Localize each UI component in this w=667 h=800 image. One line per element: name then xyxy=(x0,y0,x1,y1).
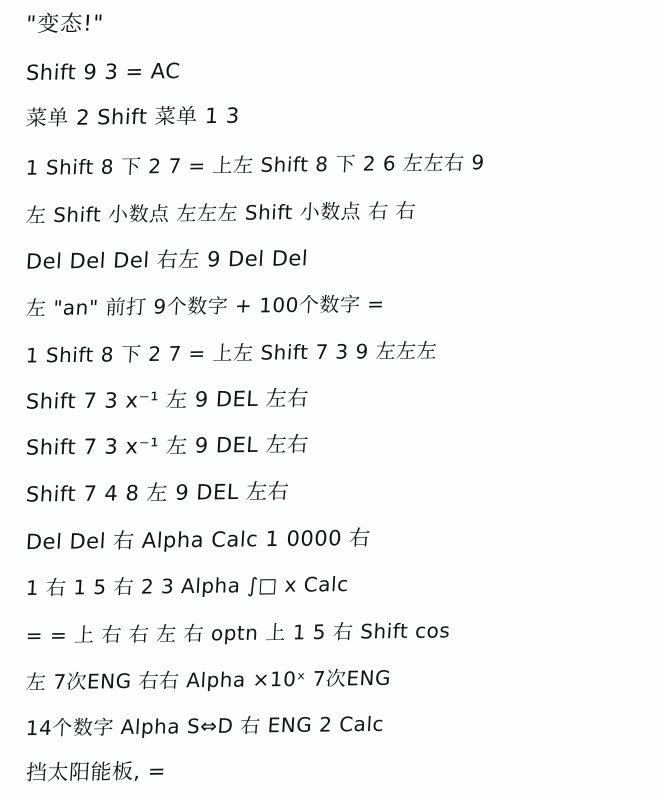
note-line-7: 1 Shift 8 下 2 7 = 上左 Shift 7 3 9 左左左 xyxy=(25,338,438,368)
note-line-6: 左 "an" 前打 9个数字 + 100个数字 = xyxy=(25,291,386,321)
note-line-2: 菜单 2 Shift 菜单 1 3 xyxy=(25,103,241,131)
note-line-3: 1 Shift 8 下 2 7 = 上左 Shift 8 下 2 6 左左右 9 xyxy=(25,150,486,180)
note-line-15: 14个数字 Alpha S⇔D 右 ENG 2 Calc xyxy=(25,711,385,741)
note-line-9: Shift 7 3 x⁻¹ 左 9 DEL 左右 xyxy=(25,432,310,460)
note-line-16: 挡太阳能板, = xyxy=(25,759,167,785)
note-line-1: Shift 9 3 = AC xyxy=(25,59,182,85)
note-line-12: 1 右 1 5 右 2 3 Alpha ∫□ x Calc xyxy=(25,572,350,600)
note-line-4: 左 Shift 小数点 左左左 Shift 小数点 右 右 xyxy=(25,198,417,228)
note-line-11: Del Del 右 Alpha Calc 1 0000 右 xyxy=(25,525,372,555)
note-line-14: 左 7次ENG 右右 Alpha ×10ˣ 7次ENG xyxy=(25,665,392,695)
note-title: "变态!" xyxy=(25,11,105,38)
note-line-5: Del Del Del 右左 9 Del Del xyxy=(25,246,309,274)
note-line-8: Shift 7 3 x⁻¹ 左 9 DEL 左右 xyxy=(25,386,310,414)
note-line-10: Shift 7 4 8 左 9 DEL 左右 xyxy=(25,479,290,507)
note-line-13: = = 上 右 右 左 右 optn 上 1 5 右 Shift cos xyxy=(25,618,452,648)
